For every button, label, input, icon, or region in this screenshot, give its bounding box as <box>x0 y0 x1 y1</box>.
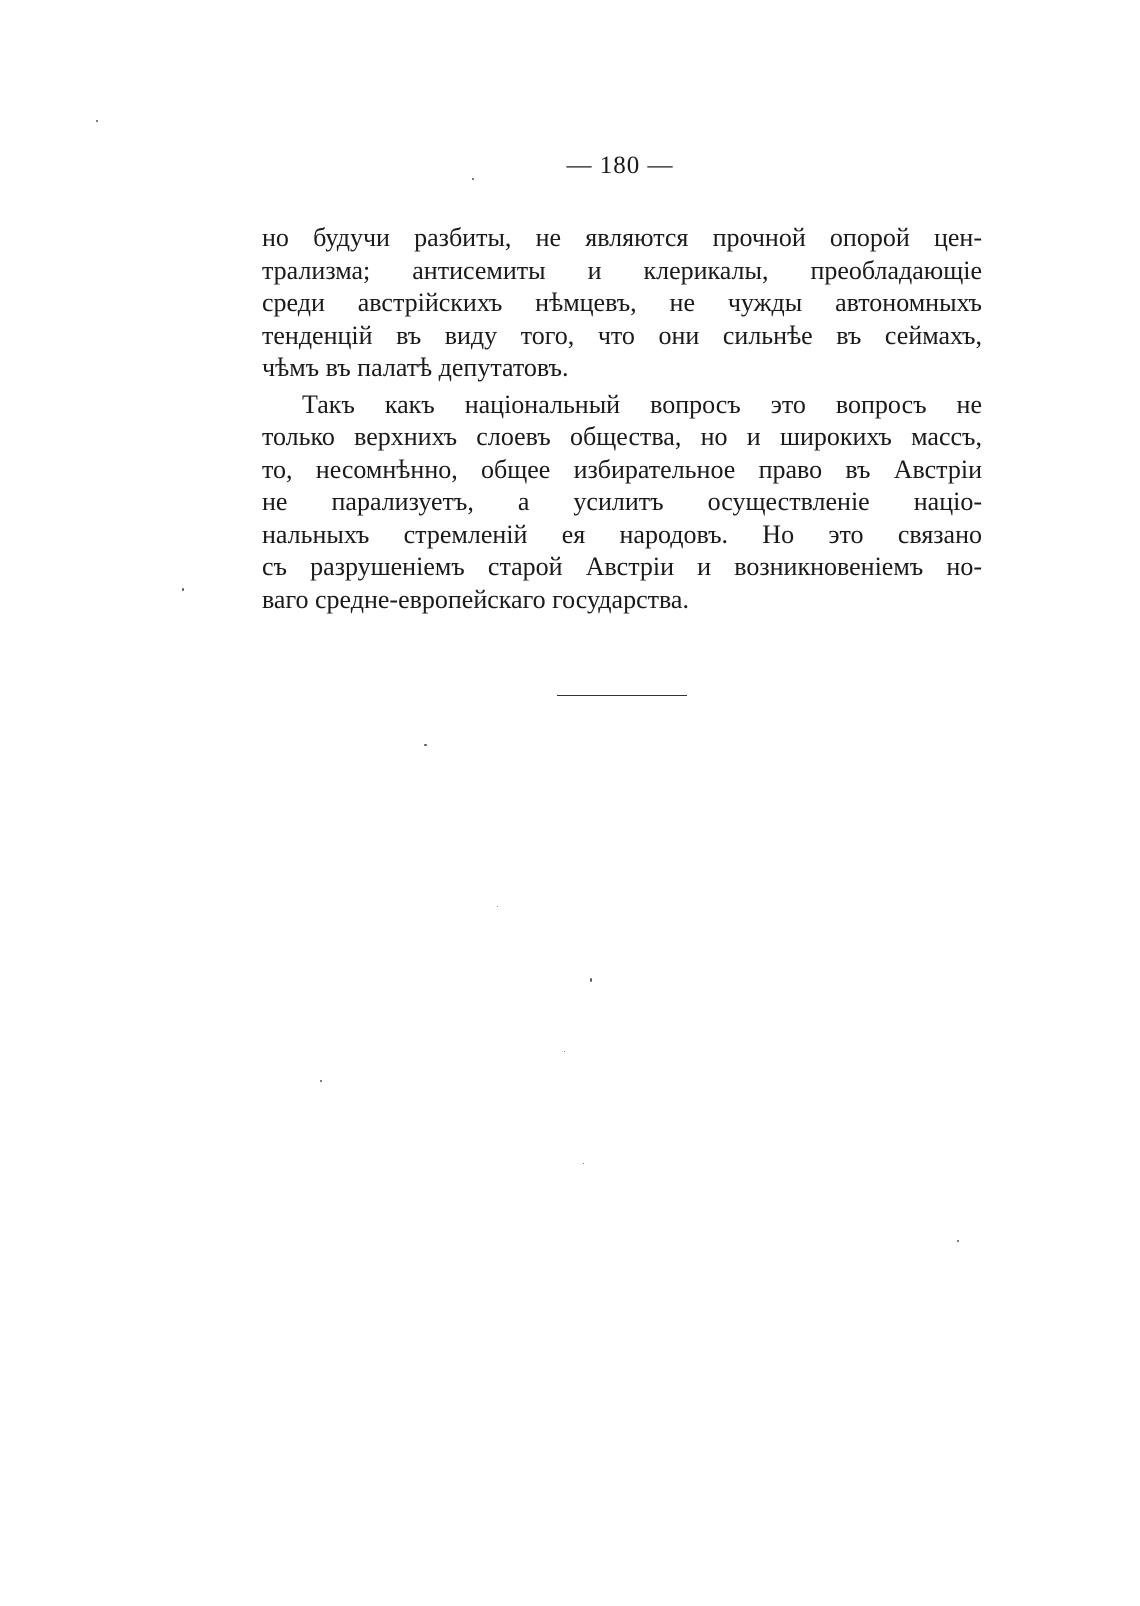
page-number: — 180 — <box>566 152 674 179</box>
text-line: только верхнихъ слоевъ общества, но и широкихъ массъ, <box>262 422 982 451</box>
scan-speck <box>96 120 98 122</box>
text-line: но будучи разбиты, не являются прочной опорой цен- <box>262 223 982 252</box>
scan-speck <box>472 178 474 180</box>
text-line: среди австрійскихъ нѣмцевъ, не чужды автономныхъ <box>262 288 982 317</box>
text-line: тенденцій въ виду того, что они сильнѣе въ сеймахъ, <box>262 320 982 350</box>
text-line: нальныхъ стремленій ея народовъ. Но это связано <box>262 519 982 549</box>
scan-speck <box>497 906 498 907</box>
scan-speck <box>424 744 427 746</box>
text-line: то, несомнѣнно, общее избирательное право въ Австріи <box>262 454 982 484</box>
text-line: ваго средне-европейскаго государства. <box>262 584 689 614</box>
text-line: трализма; антисемиты и клерикалы, преобладающіе <box>262 255 982 285</box>
scan-speck <box>182 588 184 591</box>
text-line: чѣмъ въ палатѣ депутатовъ. <box>262 353 569 382</box>
text-line: съ разрушеніемъ старой Австріи и возникновеніемъ но- <box>262 552 982 581</box>
text-line: Такъ какъ національный вопросъ это вопросъ не <box>302 389 982 419</box>
scan-speck <box>564 1051 565 1052</box>
scan-speck <box>957 1240 959 1242</box>
paragraph-2 <box>262 389 982 617</box>
section-divider <box>557 695 687 696</box>
scan-speck <box>590 978 592 982</box>
body-text <box>262 222 982 616</box>
scan-speck <box>583 1163 584 1164</box>
text-line: не парализуетъ, а усилитъ осуществленіе націо- <box>262 487 982 516</box>
paragraph-1 <box>262 222 982 385</box>
scan-speck <box>320 1080 322 1082</box>
